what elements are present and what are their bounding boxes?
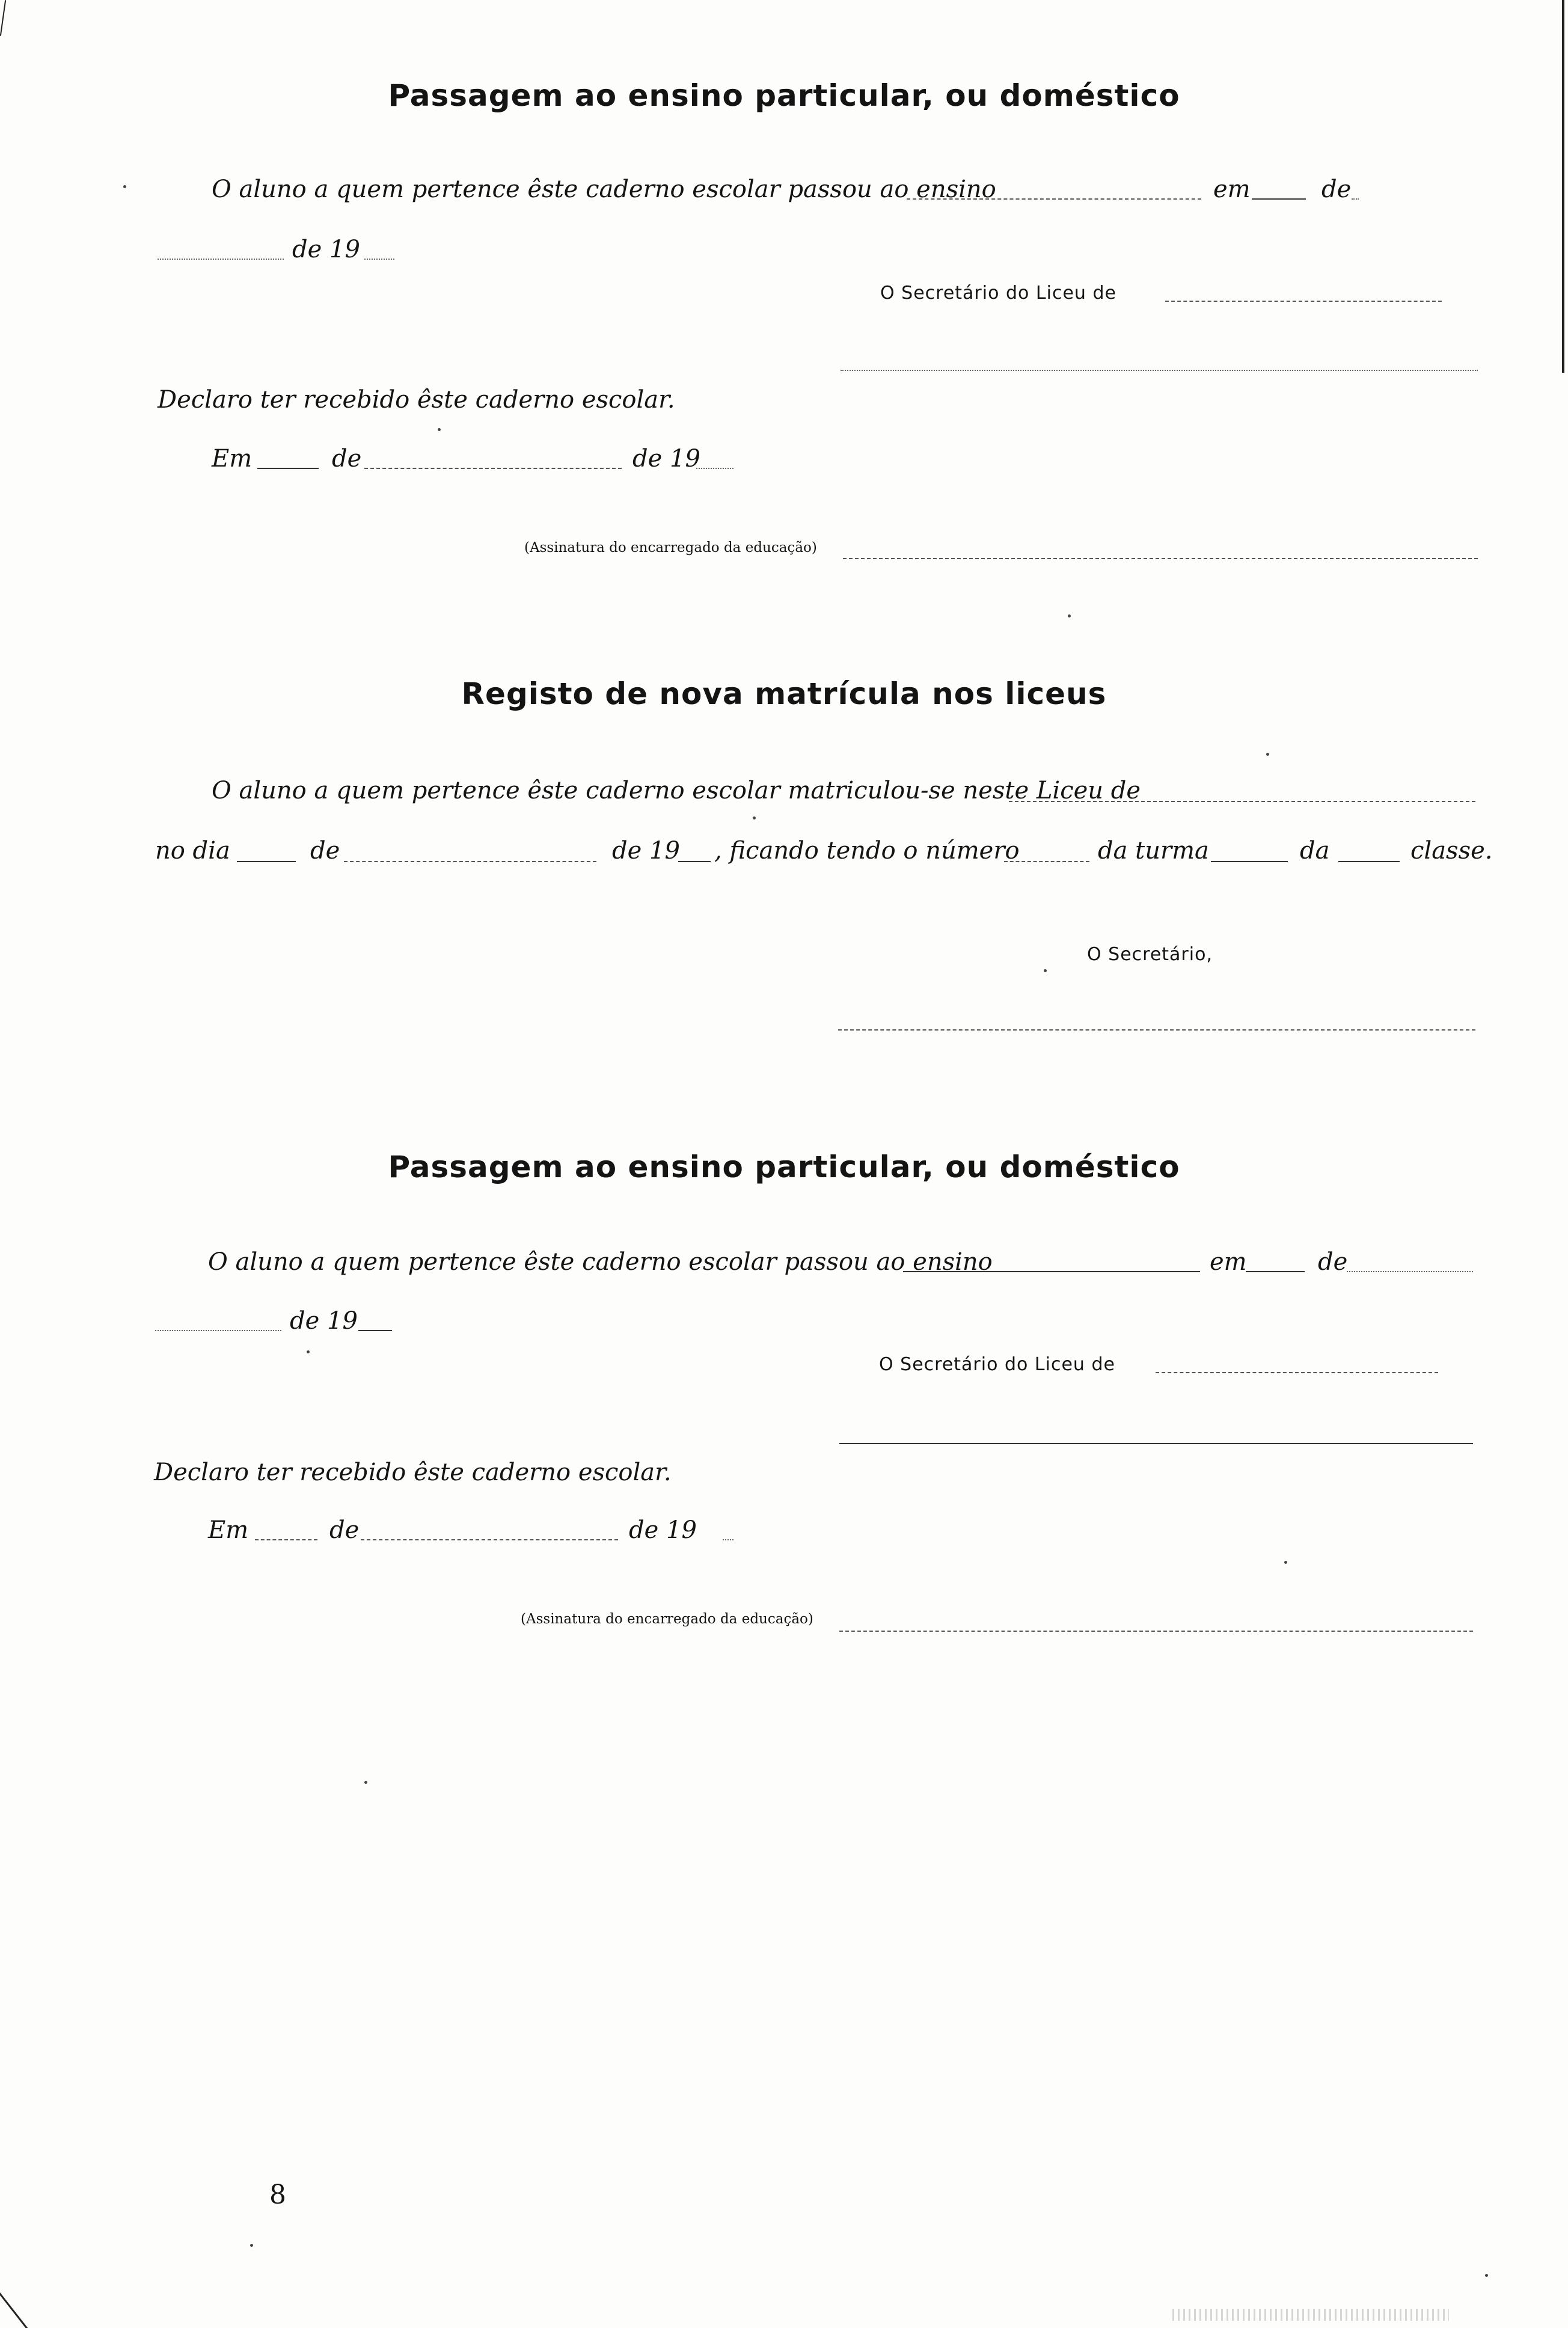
section3-declaration: Declaro ter recebido êste caderno escolar. [154, 1459, 672, 1486]
scan-speck [307, 1350, 310, 1353]
section2-da-turma: da turma [1098, 837, 1209, 865]
section1-declaration: Declaro ter recebido êste caderno escolar. [158, 386, 675, 414]
section3-signature-caption: (Assinatura do encarregado da educação) [521, 1611, 813, 1627]
section2-day-field[interactable] [237, 861, 296, 862]
section1-de-label: de [332, 445, 362, 473]
section2-title: Registo de nova matrícula nos liceus [461, 676, 1107, 711]
scan-speck [250, 2244, 253, 2247]
section3-sign-year-field[interactable] [723, 1539, 733, 1540]
section2-da: da [1300, 837, 1330, 865]
section3-de19-label: de 19 [629, 1516, 697, 1544]
section3-secretary-label: O Secretário do Liceu de [879, 1354, 1115, 1375]
section1-sign-year-field[interactable] [696, 468, 733, 469]
section3-liceu-field[interactable] [1156, 1372, 1438, 1373]
scan-speck [753, 816, 756, 819]
section3-month-field-cont[interactable] [155, 1330, 281, 1331]
section1-de19: de 19 [292, 236, 360, 263]
section3-de-label: de [329, 1516, 360, 1544]
section3-sign-month-field[interactable] [361, 1539, 618, 1540]
scan-speck [1485, 2274, 1488, 2277]
scan-speck [1284, 1561, 1287, 1564]
section1-secretary-signature-line[interactable] [841, 370, 1478, 371]
section2-classe-field[interactable] [1338, 861, 1400, 862]
section1-signature-caption: (Assinatura do encarregado da educação) [524, 540, 817, 556]
section1-year-field[interactable] [364, 259, 394, 260]
section3-month-field[interactable] [1347, 1271, 1473, 1272]
section1-line1-text: O aluno a quem pertence êste caderno escolar passou ao ensino [212, 176, 996, 203]
scan-speck [1068, 614, 1071, 617]
section1-title: Passagem ao ensino particular, ou doméstico [388, 78, 1180, 113]
scan-edge-mark [0, 0, 6, 36]
section1-month-field[interactable] [1352, 198, 1359, 200]
section1-em-label: Em [212, 445, 253, 473]
section3-day-field[interactable] [1246, 1271, 1305, 1272]
section2-de: de [310, 837, 340, 865]
section3-line1-text: O aluno a quem pertence êste caderno escolar passou ao ensino [208, 1248, 993, 1276]
section3-guardian-signature-line[interactable] [839, 1631, 1473, 1632]
scan-noise [1172, 2309, 1449, 2321]
scan-speck [1044, 969, 1047, 972]
section2-secretary-label: O Secretário, [1087, 944, 1213, 965]
section2-numero-field[interactable] [1004, 861, 1089, 862]
section2-liceu-field[interactable] [1009, 801, 1475, 802]
section3-em-label: Em [208, 1516, 249, 1544]
section2-secretary-signature-line[interactable] [838, 1029, 1475, 1031]
section2-classe: classe. [1410, 837, 1493, 865]
scan-speck [1266, 753, 1269, 756]
section1-month-field-cont[interactable] [158, 259, 284, 260]
scan-edge-mark [0, 2279, 31, 2328]
scan-speck [123, 185, 126, 188]
section1-em: em [1213, 176, 1251, 203]
scan-edge-mark [1562, 0, 1564, 373]
section3-year-field[interactable] [358, 1330, 392, 1331]
scan-speck [438, 428, 441, 431]
section1-de: de [1321, 176, 1352, 203]
section3-secretary-signature-line[interactable] [839, 1443, 1473, 1444]
section2-month-field[interactable] [344, 861, 596, 862]
section3-de19: de 19 [290, 1307, 358, 1335]
section1-de19-label: de 19 [632, 445, 700, 473]
section2-no-dia: no dia [155, 837, 230, 865]
section1-secretary-label: O Secretário do Liceu de [880, 283, 1116, 304]
section2-turma-field[interactable] [1211, 861, 1288, 862]
section1-day-field[interactable] [1252, 198, 1306, 200]
section3-em: em [1210, 1248, 1247, 1276]
section1-ensino-field[interactable] [907, 198, 1201, 200]
section3-sign-day-field[interactable] [255, 1539, 317, 1540]
page-number: 8 [269, 2179, 286, 2210]
section3-ensino-field[interactable] [903, 1271, 1200, 1272]
section2-year-field[interactable] [678, 861, 711, 862]
section1-guardian-signature-line[interactable] [843, 558, 1478, 559]
section1-liceu-field[interactable] [1165, 301, 1442, 302]
section3-de: de [1318, 1248, 1348, 1276]
section1-sign-month-field[interactable] [364, 468, 622, 469]
section1-sign-day-field[interactable] [257, 468, 319, 469]
section3-title: Passagem ao ensino particular, ou doméstico [388, 1150, 1180, 1184]
section2-line1-text: O aluno a quem pertence êste caderno escolar matriculou-se neste Liceu de [212, 777, 1141, 804]
scan-speck [364, 1781, 367, 1784]
section2-ficando: , ficando tendo o número [714, 837, 1020, 865]
section2-de19: de 19 [612, 837, 680, 865]
